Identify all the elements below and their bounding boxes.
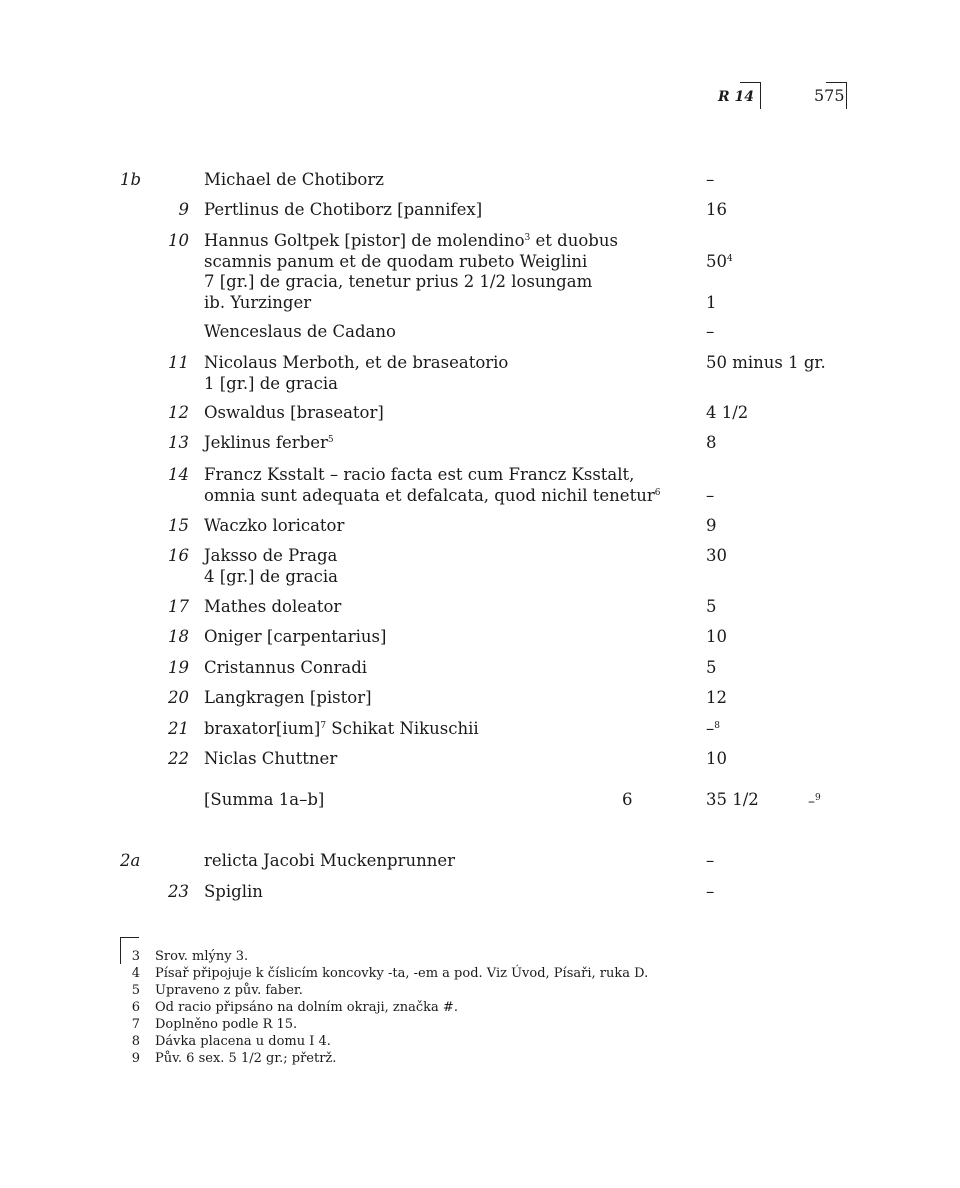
- entry-number: 14: [168, 465, 189, 484]
- entry-text: Jeklinus ferber$^5$: [204, 433, 334, 452]
- footnote-number: 7: [131, 1017, 140, 1032]
- entry-text: 1 [gr.] de gracia: [204, 373, 338, 393]
- entry-text: Niclas Chuttner: [204, 749, 338, 768]
- entry-text: 7 [gr.] de gracia, tenetur prius 2 1/2 losungam: [204, 272, 593, 291]
- footnote-number: 8: [131, 1034, 140, 1049]
- section-marker: 1b: [120, 170, 142, 189]
- footnote-number: 3: [131, 949, 140, 964]
- entry-text: omnia sunt adequata et defalcata, quod nichil tenetur$^6$: [204, 485, 661, 505]
- entry-text: Francz Ksstalt – racio facta est cum Francz Ksstalt,: [204, 465, 635, 484]
- corner-mark: [826, 82, 847, 109]
- entry-amount: –: [706, 882, 715, 901]
- footnote-number: 5: [131, 983, 140, 998]
- entry-amount: –: [706, 170, 715, 189]
- entry-text: ib. Yurzinger: [204, 292, 312, 312]
- footnote-number: 9: [131, 1051, 140, 1066]
- footnote-number: 4: [131, 966, 140, 981]
- footnote-text: Od racio připsáno na dolním okraji, značka #.: [155, 1000, 458, 1015]
- footnote-text: Písař připojuje k číslicím koncovky -ta, -em a pod. Viz Úvod, Písaři, ruka D.: [155, 966, 649, 981]
- entry-number: 21: [168, 719, 189, 738]
- footnote-number: 6: [131, 1000, 140, 1015]
- entry-amount: 30: [706, 546, 727, 565]
- footnote-text: Dávka placena u domu I 4.: [155, 1034, 331, 1049]
- entry-number: 15: [168, 516, 189, 535]
- entry-amount: 12: [706, 688, 727, 707]
- sum-sexagenae: 6: [622, 790, 633, 809]
- entry-number: 20: [168, 688, 189, 707]
- entry-amount: 5: [706, 658, 717, 677]
- entry-text: scamnis panum et de quodam rubeto Weiglini: [204, 251, 588, 271]
- entry-amount: –$^8$: [706, 719, 720, 738]
- entry-text: Michael de Chotiborz: [204, 170, 384, 189]
- entry-text: relicta Jacobi Muckenprunner: [204, 851, 456, 870]
- entry-text: Spiglin: [204, 882, 263, 901]
- footnote-text: Doplněno podle R 15.: [155, 1017, 298, 1032]
- entry-text: braxator[ium]$^7$ Schikat Nikuschii: [204, 719, 479, 738]
- entry-text: Wenceslaus de Cadano: [204, 322, 396, 341]
- entry-amount: 8: [706, 433, 717, 452]
- entry-amount: 35 1/2: [706, 790, 759, 809]
- entry-amount: 10: [706, 627, 727, 646]
- section-marker: 2a: [120, 851, 141, 870]
- entry-number: 9: [178, 200, 189, 219]
- entry-amount: –: [706, 322, 715, 341]
- entry-amount: 9: [706, 516, 717, 535]
- entry-number: 19: [168, 658, 189, 677]
- entry-number: 17: [168, 597, 189, 616]
- entry-text: Oniger [carpentarius]: [204, 627, 387, 646]
- entry-number: 10: [168, 231, 189, 250]
- entry-text: Mathes doleator: [204, 597, 342, 616]
- entry-text: 4 [gr.] de gracia: [204, 566, 338, 586]
- entry-number: 13: [168, 433, 189, 452]
- entry-text: Nicolaus Merboth, et de braseatorio: [204, 353, 509, 372]
- entry-amount: –: [706, 485, 715, 505]
- footnote-text: Upraveno z pův. faber.: [155, 983, 303, 998]
- entry-number: 18: [168, 627, 189, 646]
- entry-text: Cristannus Conradi: [204, 658, 368, 677]
- entry-number: 22: [168, 749, 189, 768]
- entry-text: Oswaldus [braseator]: [204, 403, 384, 422]
- entry-amount: 16: [706, 200, 727, 219]
- entry-amount: $50^4$: [706, 251, 733, 271]
- entry-amount: 1: [706, 292, 717, 312]
- sum-extra: –$^9$: [808, 793, 821, 810]
- entry-text: Pertlinus de Chotiborz [pannifex]: [204, 200, 483, 219]
- page-number: 575: [814, 86, 845, 105]
- entry-number: 11: [168, 353, 189, 372]
- section-reference: R 14: [718, 89, 754, 105]
- entry-amount: –: [706, 851, 715, 870]
- entry-amount: 5: [706, 597, 717, 616]
- entry-text: Langkragen [pistor]: [204, 688, 372, 707]
- entry-number: 23: [168, 882, 189, 901]
- corner-mark: [740, 82, 761, 109]
- entry-amount: 50 minus 1 gr.: [706, 353, 826, 372]
- entry-text: [Summa 1a–b]: [204, 790, 325, 809]
- entry-number: 12: [168, 403, 189, 422]
- entry-text: Waczko loricator: [204, 516, 345, 535]
- entry-amount: 10: [706, 749, 727, 768]
- entry-text: Jaksso de Praga: [204, 546, 338, 565]
- footnote-text: Srov. mlýny 3.: [155, 949, 249, 964]
- entry-number: 16: [168, 546, 189, 565]
- footnote-text: Pův. 6 sex. 5 1/2 gr.; přetrž.: [155, 1051, 337, 1066]
- entry-text: Hannus Goltpek [pistor] de molendino$^3$ et duobus: [204, 231, 618, 250]
- entry-amount: 4 1/2: [706, 403, 749, 422]
